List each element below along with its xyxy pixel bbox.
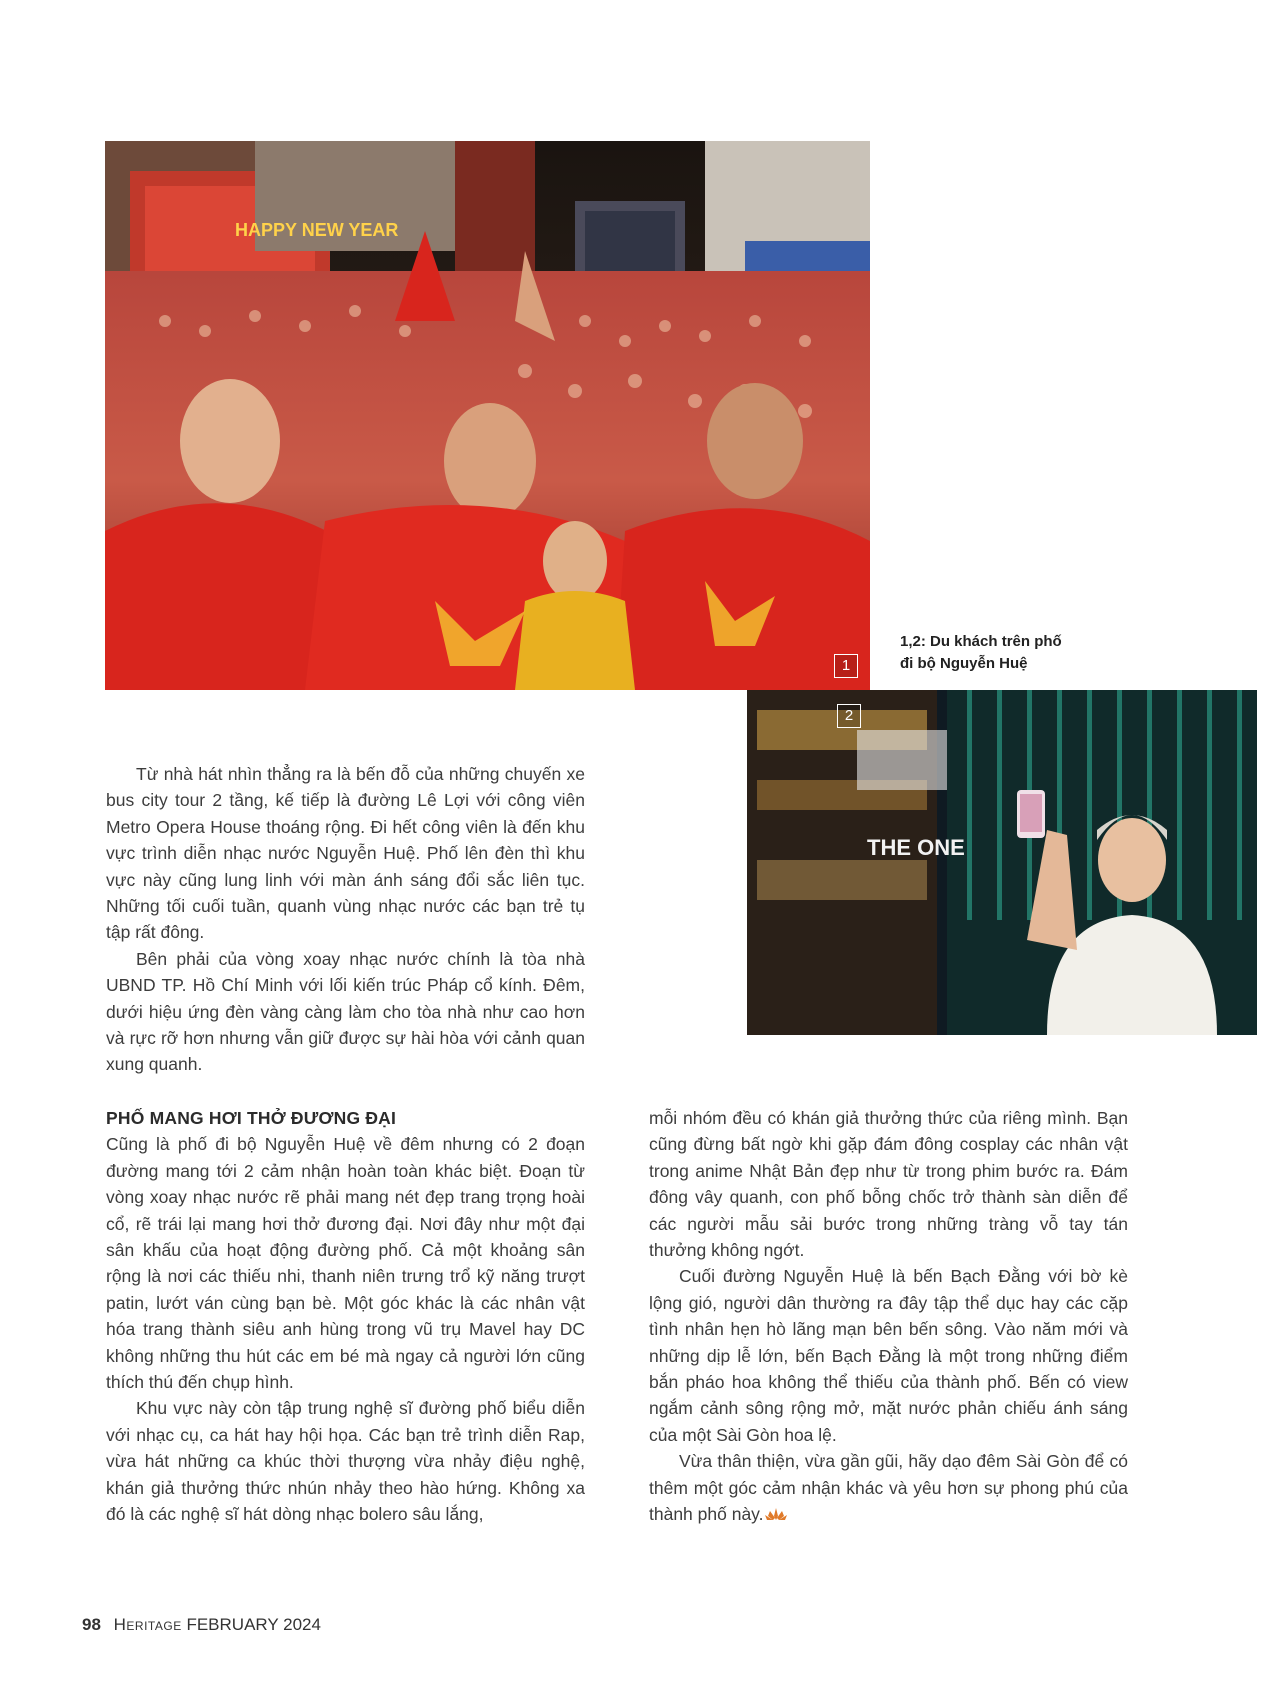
issue-date: FEBRUARY 2024 [186,1615,321,1634]
section-paragraph-5 [649,1448,1128,1527]
tourist-photo-illustration [747,690,1257,1035]
intro-paragraph-1: Từ nhà hát nhìn thẳng ra là bến đỗ của những chuyến xe bus city tour 2 tầng, kế tiếp là đường Lê Lợi với công viên Metro Opera House thoáng rộng. Đi hết công viên là đến khu vực trình diễn nhạc nước Nguyễn Huệ. Phố lên đèn thì khu vực này cũng lung linh với màn ánh sáng đổi sắc liên tục. Những tối cuối tuần, quanh vùng nhạc nước các bạn trẻ tụ tập rất đông. [106,764,585,943]
section-paragraph-3: mỗi nhóm đều có khán giả thưởng thức của riêng mình. Bạn cũng đừng bất ngờ khi gặp đám đông cosplay các nhân vật trong anime Nhật Bản đẹp như từ trong phim bước ra. Đám đông vây quanh, con phố bỗng chốc trở thành sàn diễn để các người mẫu sải bước trong những tràng vỗ tay tán thưởng không ngớt. [649,1108,1128,1261]
article-left-column [106,1105,585,1528]
tourist-photo [747,690,1257,1035]
magazine-name: Heritage [113,1615,182,1634]
crowd-photo-illustration [105,141,870,690]
page-number: 98 [82,1615,101,1634]
section-paragraph-1: Cũng là phố đi bộ Nguyễn Huệ về đêm nhưng có 2 đoạn đường mang tới 2 cảm nhận hoàn toàn khác biệt. Đoạn từ vòng xoay nhạc nước rẽ phải mang nét đẹp trang trọng hoài cổ, rẽ trái lại mang hơi thở đương đại. Nơi đây như một đại sân khấu của hoạt động đường phố. Cả một khoảng sân rộng là nơi các thiếu nhi, thanh niên trưng trổ kỹ năng trượt patin, lướt ván cùng bạn bè. Một góc khác là các nhân vật hóa trang thành siêu anh hùng trong vũ trụ Mavel hay DC không những thu hút các em bé mà ngay cả người lớn cũng thích thú đến chụp hình. [106,1134,585,1393]
article-right-column [649,1105,1128,1528]
photo1-banner-text: HAPPY NEW YEAR [235,220,399,240]
crowd-photo [105,141,870,690]
photo-caption [900,631,1130,675]
section-heading: PHỐ MANG HƠI THỞ ĐƯƠNG ĐẠI [106,1108,397,1128]
page-footer [82,1615,321,1635]
intro-paragraph-2: Bên phải của vòng xoay nhạc nước chính là tòa nhà UBND TP. Hồ Chí Minh với lối kiến trúc Pháp cổ kính. Đêm, dưới hiệu ứng đèn vàng càng làm cho tòa nhà như cao hơn và rực rỡ hơn nhưng vẫn giữ được sự hài hòa với cảnh quan xung quanh. [106,948,585,1075]
lotus-end-mark-icon [764,1507,788,1521]
caption-line-1: 1,2: Du khách trên phố [900,633,1062,650]
photo2-sign-text: THE ONE [867,835,965,860]
section-paragraph-5-text: Vừa thân thiện, vừa gần gũi, hãy dạo đêm Sài Gòn để có thêm một góc cảm nhận khác và yêu hơn sự phong phú của thành phố này. [649,1451,1128,1525]
photo-number-2: 2 [837,704,861,728]
section-paragraph-4: Cuối đường Nguyễn Huệ là bến Bạch Đằng với bờ kè lộng gió, người dân thường ra đây tập thể dục hay các cặp tình nhân hẹn hò lãng mạn bên bến sông. Vào năm mới và những dịp lễ lớn, bến Bạch Đằng là một trong những điểm bắn pháo hoa không thể thiếu của thành phố. Bến có view ngắm cảnh sông rộng mở, mặt nước phản chiếu ánh sáng của một Sài Gòn hoa lệ. [649,1266,1128,1445]
caption-line-2: đi bộ Nguyễn Huệ [900,655,1028,672]
photo-number-1: 1 [834,654,858,678]
intro-text [106,761,585,1078]
section-paragraph-2: Khu vực này còn tập trung nghệ sĩ đường phố biểu diễn với nhạc cụ, ca hát hay hội họa. Các bạn trẻ trình diễn Rap, vừa hát những ca khúc thời thượng vừa nhảy điệu nghệ, khán giả thưởng thức nhún nhảy theo hào hứng. Không xa đó là các nghệ sĩ hát dòng nhạc bolero sâu lắng, [106,1398,585,1525]
